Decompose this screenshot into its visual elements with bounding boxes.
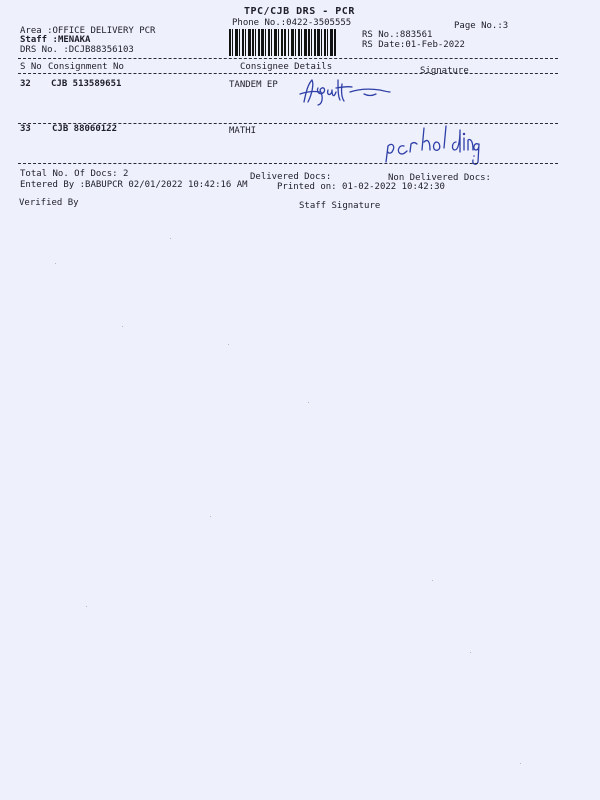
phone-number: Phone No.:0422-3505555	[232, 18, 352, 28]
staff-label: Staff :	[20, 35, 58, 45]
area-field: Area :OFFICE DELIVERY PCR	[20, 26, 156, 36]
scan-speck	[210, 516, 211, 517]
drs-number: DRS No. :DCJB88356103	[20, 45, 134, 55]
scan-speck	[55, 263, 56, 264]
row-sno: 33	[20, 124, 31, 134]
row-consignment: CJB 88060122	[52, 124, 118, 134]
column-header-signature: Signature	[420, 66, 469, 76]
row-consignment: CJB 513589651	[51, 79, 122, 89]
column-header-consignment: Consignment No	[48, 62, 124, 72]
scan-speck	[470, 652, 471, 653]
scan-speck	[308, 402, 309, 403]
delivered-docs: Delivered Docs:	[250, 172, 332, 182]
scan-speck	[432, 580, 433, 581]
staff-field	[20, 35, 90, 45]
scan-speck	[122, 326, 123, 327]
divider-top	[18, 58, 558, 59]
non-delivered-docs: Non Delivered Docs:	[388, 173, 491, 183]
document-title: TPC/CJB DRS - PCR	[244, 6, 355, 17]
page-number: Page No.:3	[454, 21, 509, 31]
scan-speck	[228, 344, 229, 345]
scan-speck	[170, 238, 171, 239]
handwritten-note	[380, 122, 480, 168]
entered-by: Entered By :BABUPCR 02/01/2022 10:42:16 AM	[20, 180, 248, 190]
row-consignee: MATHI	[229, 126, 257, 136]
handwritten-signature	[294, 74, 394, 108]
staff-name: MENAKA	[57, 35, 91, 45]
column-header-consignee: Consignee Details	[240, 62, 333, 72]
barcode-image	[229, 29, 336, 56]
total-docs: Total No. Of Docs: 2	[20, 169, 129, 179]
column-header-sno: S No	[20, 62, 42, 72]
scan-speck	[86, 606, 87, 607]
divider-header	[18, 73, 558, 74]
row-sno: 32	[20, 79, 31, 89]
staff-signature: Staff Signature	[299, 201, 381, 211]
divider-bottom	[18, 163, 558, 164]
rs-date: RS Date:01-Feb-2022	[362, 40, 465, 50]
printed-on: Printed on: 01-02-2022 10:42:30	[277, 182, 445, 192]
rs-number: RS No.:883561	[362, 30, 433, 40]
scan-speck	[520, 763, 521, 764]
verified-by: Verified By	[19, 198, 79, 208]
row-consignee: TANDEM EP	[229, 80, 278, 90]
